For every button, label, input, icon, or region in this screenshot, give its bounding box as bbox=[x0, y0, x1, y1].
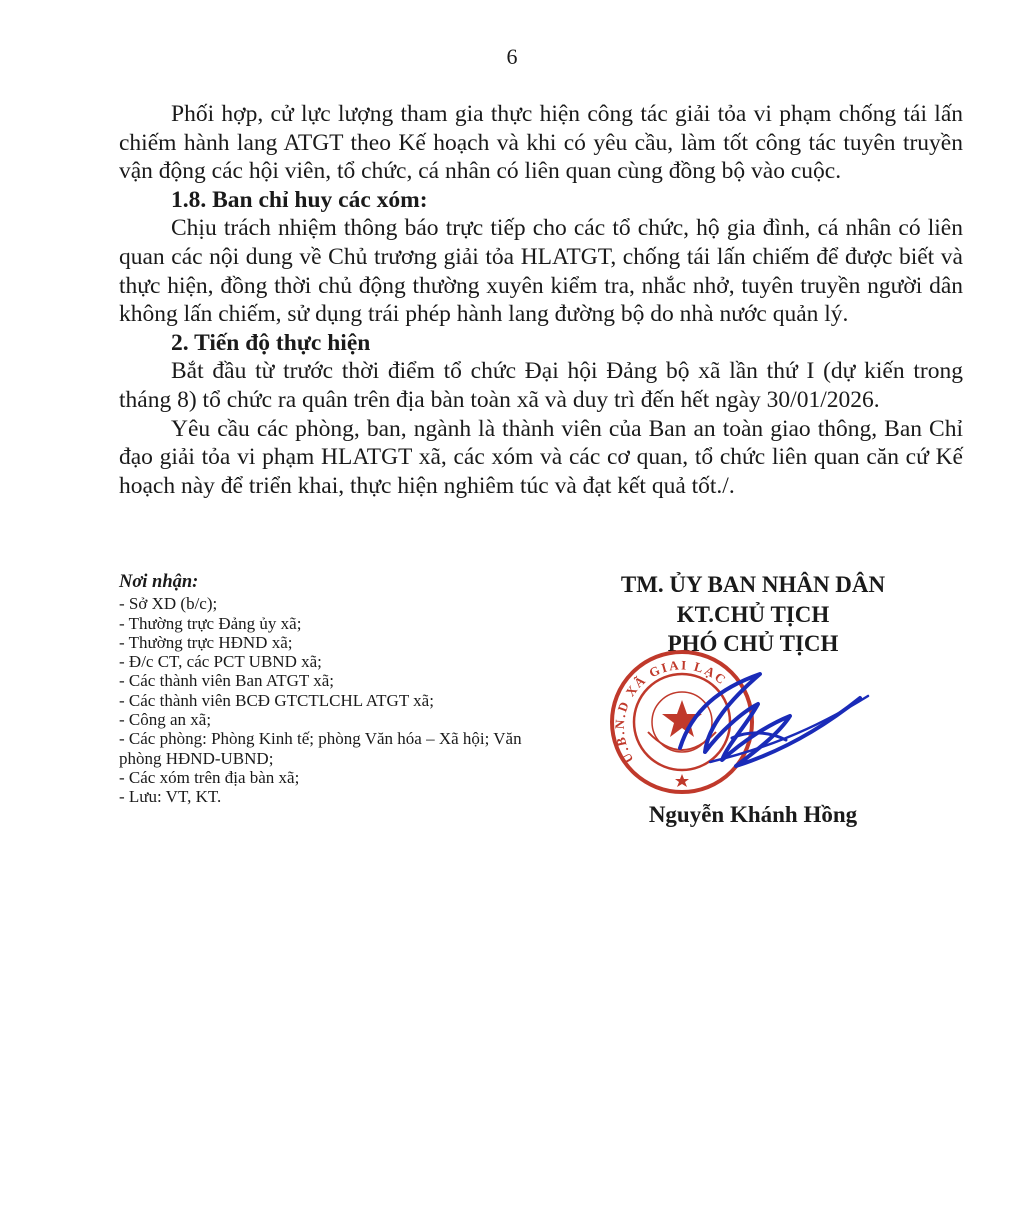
seal-text: U.B.N.D XÃ GIAI LẠC bbox=[611, 657, 731, 766]
recipient-item: - Công an xã; bbox=[119, 710, 212, 730]
document-body bbox=[119, 100, 963, 500]
signature-org: TM. ỦY BAN NHÂN DÂN bbox=[620, 572, 886, 597]
signer-name: Nguyễn Khánh Hồng bbox=[648, 802, 858, 827]
page-number: 6 bbox=[506, 44, 518, 69]
recipients-block bbox=[119, 573, 539, 807]
paragraph: Bắt đầu từ trước thời điểm tổ chức Đại hội Đảng bộ xã lần thứ I (dự kiến trong tháng 8) tổ chức ra quân trên địa bàn toàn xã và duy trì đến hết ngày 30/01/2026. bbox=[119, 358, 963, 413]
signature-position: PHÓ CHỦ TỊCH bbox=[667, 631, 839, 656]
official-seal-image bbox=[610, 640, 910, 810]
signature-title: KT.CHỦ TỊCH bbox=[676, 601, 830, 627]
recipient-item: - Các thành viên BCĐ GTCTLCHL ATGT xã; bbox=[119, 690, 434, 710]
recipient-item: - Các phòng: Phòng Kinh tế; phòng Văn hóa – Xã hội; Văn phòng HĐND-UBND; bbox=[119, 729, 522, 768]
section-heading: 2. Tiến độ thực hiện bbox=[171, 329, 371, 356]
recipient-item: - Các thành viên Ban ATGT xã; bbox=[119, 671, 334, 691]
recipient-item: - Sở XD (b/c); bbox=[119, 594, 218, 614]
recipients-list bbox=[119, 594, 539, 806]
paragraph: Yêu cầu các phòng, ban, ngành là thành viên của Ban an toàn giao thông, Ban Chỉ đạo giải tỏa vi phạm HLATGT xã, các xóm và các cơ quan, tổ chức liên quan căn cứ Kế hoạch này để triển khai, thực hiện nghiêm túc và đạt kết quả tốt./. bbox=[119, 415, 963, 499]
paragraph: Phối hợp, cử lực lượng tham gia thực hiện công tác giải tỏa vi phạm chống tái lấn chiếm hành lang ATGT theo Kế hoạch và khi có yêu cầu, làm tốt công tác tuyên truyền vận động các hội viên, tổ chức, cá nhân có liên quan cùng đồng bộ vào cuộc. bbox=[119, 101, 963, 185]
section-heading: 1.8. Ban chỉ huy các xóm: bbox=[171, 186, 428, 213]
handwritten-signature-icon bbox=[680, 674, 868, 766]
recipient-item: - Lưu: VT, KT. bbox=[119, 787, 222, 807]
recipient-item: - Thường trực HĐND xã; bbox=[119, 632, 293, 652]
recipient-item: - Các xóm trên địa bàn xã; bbox=[119, 767, 300, 787]
paragraph: Chịu trách nhiệm thông báo trực tiếp cho các tổ chức, hộ gia đình, cá nhân có liên quan các nội dung về Chủ trương giải tỏa HLATGT, chống tái lấn chiếm để được biết và thực hiện, đồng thời chủ động thường xuyên kiểm tra, nhắc nhở, tuyên truyền người dân không lấn chiếm, sử dụng trái phép hành lang đường bộ do nhà nước quản lý. bbox=[119, 215, 963, 328]
recipient-item: - Đ/c CT, các PCT UBND xã; bbox=[119, 652, 322, 672]
recipient-item: - Thường trực Đảng ủy xã; bbox=[119, 613, 302, 633]
seal-and-signature bbox=[610, 640, 910, 810]
recipients-title: Nơi nhận: bbox=[119, 572, 199, 592]
